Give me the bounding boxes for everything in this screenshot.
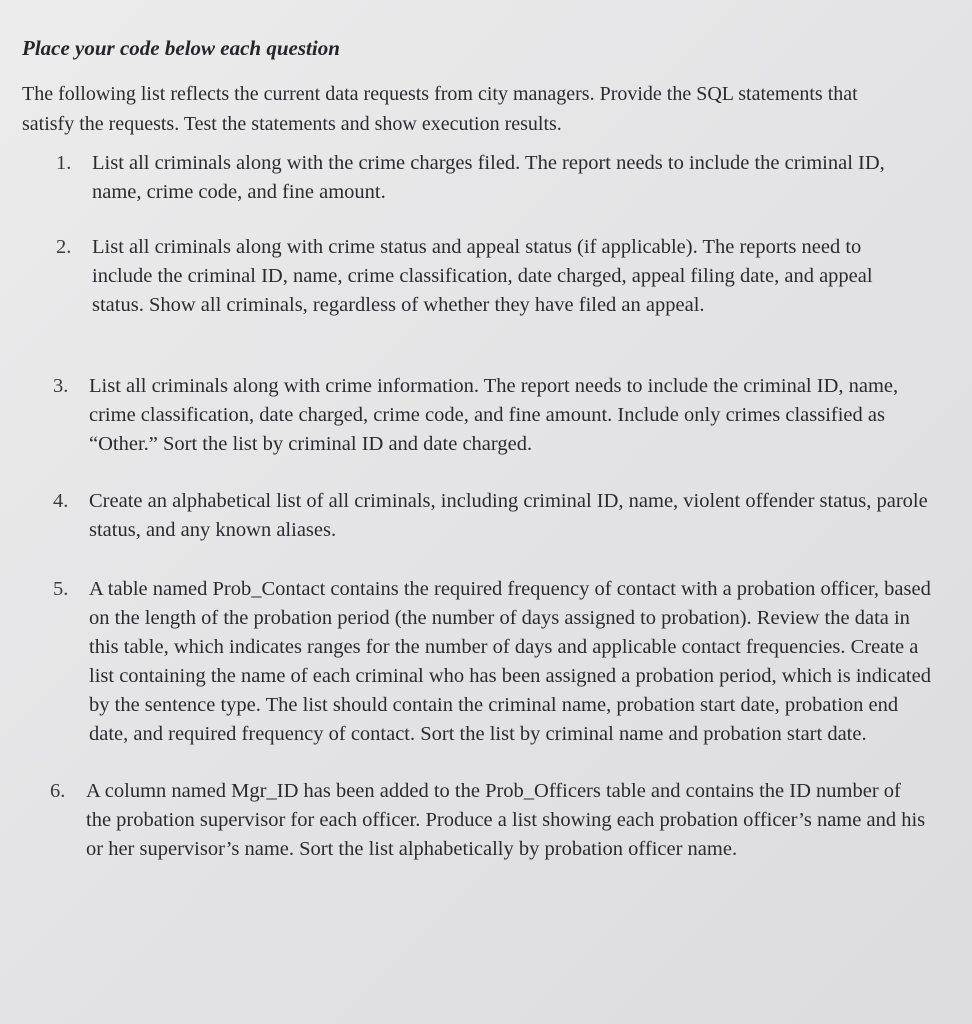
question-item (56, 149, 896, 207)
question-number: 6. (50, 780, 66, 802)
question-text: Create an alphabetical list of all criminals, including criminal ID, name, violent offender status, parole status, and any known aliases. (89, 490, 928, 541)
question-number: 4. (53, 490, 69, 512)
question-text: A table named Prob_Contact contains the required frequency of contact with a probation officer, based on the length of the probation period (the number of days assigned to probation). Review the data in this table, which indicates ranges for the number of days and applicable contact frequencies. Create a list containing the name of each criminal who has been assigned a probation period, which is indicated by the sentence type. The list should contain the criminal name, probation start date, probation end date, and required frequency of contact. Sort the list by criminal name and probation start date. (89, 578, 931, 745)
question-text: List all criminals along with crime status and appeal status (if applicable). The reports need to include the criminal ID, name, crime classification, date charged, appeal filing date, and appeal status. Show all criminals, regardless of whether they have filed an appeal. (92, 236, 873, 316)
question-text: List all criminals along with crime information. The report needs to include the criminal ID, name, crime classification, date charged, crime code, and fine amount. Include only crimes classified as “Other.” Sort the list by criminal ID and date charged. (89, 375, 899, 455)
question-item (56, 233, 896, 320)
question-number: 5. (53, 578, 69, 600)
question-item (53, 372, 933, 459)
question-number: 2. (56, 236, 72, 258)
page-heading: Place your code below each question (22, 36, 340, 60)
question-item (50, 777, 930, 864)
question-text: List all criminals along with the crime charges filed. The report needs to include the criminal ID, name, crime code, and fine amount. (92, 152, 885, 203)
question-list (22, 149, 932, 864)
question-item (53, 487, 933, 545)
question-number: 1. (56, 152, 72, 174)
question-text: A column named Mgr_ID has been added to the Prob_Officers table and contains the ID number of the probation supervisor for each officer. Produce a list showing each probation officer’s name and his or her supervisor’s name. Sort the list alphabetically by probation officer name. (86, 780, 926, 860)
intro-paragraph: The following list reflects the current data requests from city managers. Provide the SQL statements that satisfy the requests. Test the statements and show execution results. (22, 83, 858, 135)
question-number: 3. (53, 375, 69, 397)
question-item (53, 575, 933, 749)
